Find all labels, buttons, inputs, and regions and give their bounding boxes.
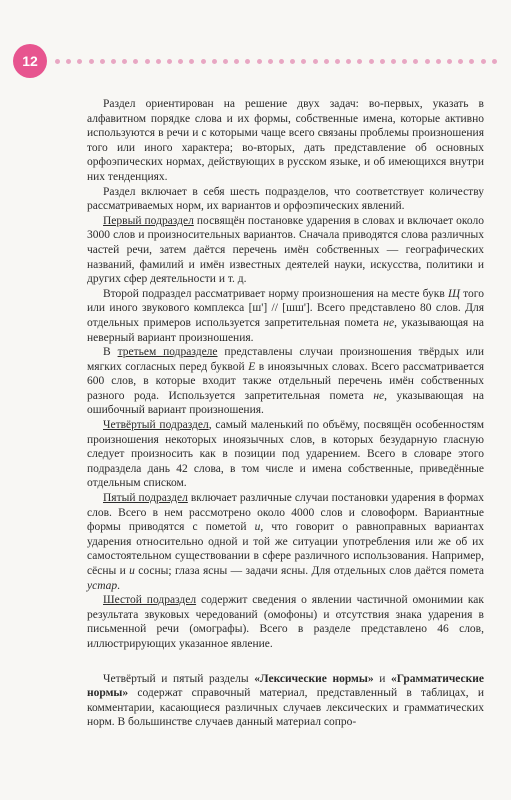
text-run: Четвёртый и пятый разделы: [103, 672, 255, 685]
rule-dot: [55, 59, 60, 64]
rule-dot: [380, 59, 385, 64]
paragraph: [87, 185, 484, 214]
rule-dot: [436, 59, 441, 64]
rule-dot: [156, 59, 161, 64]
section-title: «Грамматические нормы»: [87, 672, 485, 700]
subsection-name: Первый подраздел: [103, 214, 194, 227]
text-run: Второй подраздел рассматривает норму произношения на месте букв: [103, 287, 448, 300]
text-run: Раздел включает в себя шесть подразделов, что соответствует количеству рассматриваемых норм, их вариантов и орфоэпических явлений.: [87, 185, 484, 213]
rule-dot: [402, 59, 407, 64]
text-run: Раздел ориентирован на решение двух задач: во-первых, указать в алфавитном порядке слова и их формы, собственные имена, которые активно используются в речи и с которыми чаще всего связаны проблемы произношения того или иного характера; во-вторых, дать представление об основных орфоэпических нормах, действующих в русском языке, и об имеющихся внутри них тенденциях.: [87, 98, 484, 183]
rule-dot: [77, 59, 82, 64]
rule-dot: [111, 59, 116, 64]
subsection-name: Четвёртый подраздел: [103, 419, 209, 432]
italic-term: и: [254, 521, 261, 534]
rule-dot: [223, 59, 228, 64]
rule-dot: [89, 59, 94, 64]
text-run: посвящён постановке ударения в словах и включает около 3000 слов и произносительных вариантов. Сначала приводятся слова различных частей речи, затем даётся перечень имён собственных — географических названий, фамилий и имён известных деятелей науки, искусства, политики и других сфер деятельности и т. д.: [87, 214, 484, 286]
rule-dot: [133, 59, 138, 64]
rule-dot: [324, 59, 329, 64]
italic-term: Е: [248, 360, 256, 373]
rule-dot: [413, 59, 418, 64]
rule-dot: [492, 59, 497, 64]
text-run: и: [373, 672, 392, 685]
text-run: .: [117, 579, 121, 592]
rule-dot: [447, 59, 452, 64]
rule-dot: [301, 59, 306, 64]
rule-dot: [425, 59, 430, 64]
page-number-badge: 12: [13, 44, 47, 78]
rule-dot: [100, 59, 105, 64]
text-run: того или иного звукового комплекса [ш'] // [шш']. Всего представлено 80 слов. Для отдельных примеров используется запретительная помета: [87, 287, 484, 329]
subsection-name: Пятый подраздел: [103, 492, 188, 505]
rule-dot: [357, 59, 362, 64]
rule-dot: [279, 59, 284, 64]
page-header: [13, 44, 503, 80]
paragraph: [87, 593, 484, 651]
rule-dot: [178, 59, 183, 64]
italic-term: и: [129, 565, 135, 577]
italic-term: не: [373, 389, 385, 402]
italic-term: Щ: [448, 287, 460, 300]
rule-dot: [481, 59, 486, 64]
paragraph: [87, 491, 484, 593]
rule-dot: [145, 59, 150, 64]
paragraph: [87, 345, 484, 418]
rule-dot: [458, 59, 463, 64]
rule-dot: [469, 59, 474, 64]
rule-dot: [66, 59, 71, 64]
text-run: сосны; глаза ясны — задачи ясны. Для отдельных слов даётся помета: [134, 565, 484, 577]
subsection-name: Шестой подраздел: [103, 594, 197, 607]
rule-dot: [290, 59, 295, 64]
paragraph: [87, 418, 484, 491]
paragraph: [87, 287, 484, 345]
rule-dot: [257, 59, 262, 64]
rule-dot: [391, 59, 396, 64]
rule-dot: [369, 59, 374, 64]
text-run: , указывающая на ошибочный вариант произношения.: [87, 389, 484, 417]
rule-dot: [346, 59, 351, 64]
rule-dot: [212, 59, 217, 64]
rule-dot: [201, 59, 206, 64]
rule-dot: [122, 59, 127, 64]
text-run: , указывающая на неверный вариант произношения.: [87, 316, 484, 344]
rule-dot: [313, 59, 318, 64]
subsection-name: третьем подразделе: [117, 346, 218, 359]
text-run: включает различные случаи постановки ударения в формах слов. Всего в нем рассмотрено около 4000 слов и словоформ. Вариантные формы приводятся с пометой: [87, 492, 484, 534]
rule-dot: [335, 59, 340, 64]
body-text: [87, 97, 484, 730]
text-run: В: [103, 346, 118, 359]
text-run: , что говорит о равноправных вариантах ударения относительно одной и той же ситуации употребления или же об их самостоятельном существовании в сфере различного использования. Например, сёсны и: [87, 521, 484, 577]
rule-dot: [245, 59, 250, 64]
text-run: содержит сведения о явлении частичной омонимии как результата звуковых чередований (омофоны) и отсутствия знака ударения в письменной речи (омографы). Всего в разделе представлено 46 слов, иллюстрирующих указанное явление.: [87, 594, 484, 650]
italic-term: устар: [87, 579, 118, 592]
rule-dot: [268, 59, 273, 64]
paragraph: [87, 214, 484, 287]
rule-dot: [234, 59, 239, 64]
text-run: , самый маленький по объёму, посвящён особенностям произношения некоторых иноязычных слов, в которых безударную гласную следует произносить как в позиции под ударением. Всего в словаре этого подраздела дань 42 слова, в том числе и имена собственные, приведённые отдельным списком.: [87, 419, 484, 490]
section-title: «Лексические нормы»: [254, 672, 374, 685]
rule-dot: [189, 59, 194, 64]
text-run: содержат справочный материал, представленный в таблицах, и комментарии, касающиеся различных случаев лексических и грамматических норм. В большинстве случаев данный материал сопро-: [87, 687, 484, 729]
text-run: в иноязычных словах. Всего рассматривается 600 слов, в которые входит также отдельный перечень имён собственных разного рода. Используется запретительная помета: [87, 360, 484, 402]
dotted-rule: [55, 59, 501, 65]
rule-dot: [167, 59, 172, 64]
italic-term: не: [383, 316, 395, 329]
paragraph: [87, 97, 484, 185]
text-run: представлены случаи произношения твёрдых или мягких согласных перед буквой: [87, 346, 484, 373]
paragraph: [87, 672, 484, 730]
